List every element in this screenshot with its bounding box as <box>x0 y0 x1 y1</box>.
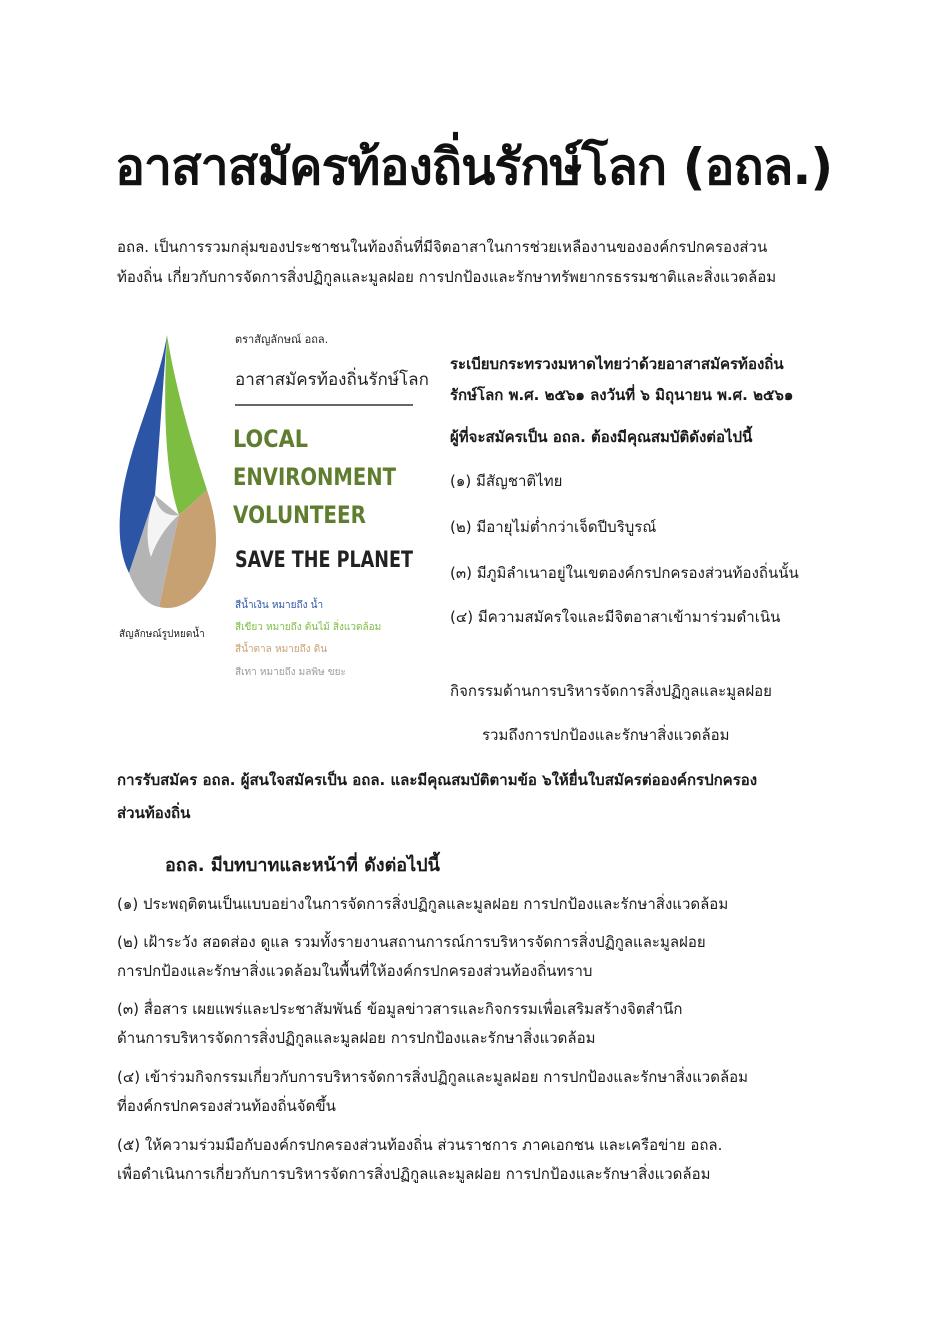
logo-en-environment: ENVIRONMENT <box>233 463 397 491</box>
qualification-item-3: (๓) มีภูมิลำเนาอยู่ในเขตองค์กรปกครองส่วนท้องถิ่นนั้น <box>450 564 799 582</box>
role-item-2-cont: การปกป้องและรักษาสิ่งแวดล้อมในพื้นที่ให้องค์กรปกครองส่วนท้องถิ่นทราบ <box>117 962 593 980</box>
application-line-1: การรับสมัคร อถล. ผู้สนใจสมัครเป็น อถล. และมีคุณสมบัติตามข้อ ๖ให้ยื่นใบสมัครต่อองค์กรปกครอง <box>117 771 758 789</box>
page-title: อาสาสมัครท้องถิ่นรักษ์โลก (อถล.) <box>115 138 833 196</box>
legend-brown: สีน้ำตาล หมายถึง ดิน <box>235 644 328 655</box>
drop-caption: สัญลักษณ์รูปหยดน้ำ <box>119 629 205 640</box>
role-item-5: (๕) ให้ความร่วมมือกับองค์กรปกครองส่วนท้องถิ่น ส่วนราชการ ภาคเอกชน และเครือข่าย อถล. <box>117 1136 723 1154</box>
application-line-2: ส่วนท้องถิ่น <box>117 804 191 822</box>
qualification-heading: ผู้ที่จะสมัครเป็น อถล. ต้องมีคุณสมบัติดังต่อไปนี้ <box>450 428 753 446</box>
qualification-item-4: (๔) มีความสมัครใจและมีจิตอาสาเข้ามาร่วมดำเนิน <box>450 608 781 626</box>
logo-svg <box>115 325 429 700</box>
legend-green: สีเขียว หมายถึง ต้นไม้ สิ่งแวดล้อม <box>235 622 382 633</box>
qualification-item-2: (๒) มีอายุไม่ต่ำกว่าเจ็ดปีบริบูรณ์ <box>450 518 657 536</box>
activity-line-1: กิจกรรมด้านการบริหารจัดการสิ่งปฏิกูลและมูลฝอย <box>450 682 772 700</box>
legend-gray: สีเทา หมายถึง มลพิษ ขยะ <box>235 667 346 678</box>
role-item-3: (๓) สื่อสาร เผยแพร่และประชาสัมพันธ์ ข้อมูลข่าวสารและกิจกรรมเพื่อเสริมสร้างจิตสำนึก <box>117 1000 683 1018</box>
activity-line-2: รวมถึงการปกป้องและรักษาสิ่งแวดล้อม <box>482 726 730 744</box>
logo-panel <box>115 325 429 700</box>
role-item-5-cont: เพื่อดำเนินการเกี่ยวกับการบริหารจัดการสิ่งปฏิกูลและมูลฝอย การปกป้องและรักษาสิ่งแวดล้อม <box>117 1165 711 1183</box>
role-item-2: (๒) เฝ้าระวัง สอดส่อง ดูแล รวมทั้งรายงานสถานการณ์การบริหารจัดการสิ่งปฏิกูลและมูลฝอย <box>117 933 706 951</box>
role-item-4: (๔) เข้าร่วมกิจกรรมเกี่ยวกับการบริหารจัดการสิ่งปฏิกูลและมูลฝอย การปกป้องและรักษาสิ่งแวดล้อม <box>117 1068 749 1086</box>
regulation-title-2: รักษ์โลก พ.ศ. ๒๕๖๑ ลงวันที่ ๖ มิถุนายน พ.ศ. ๒๕๖๑ <box>450 386 794 404</box>
role-item-3-cont: ด้านการบริหารจัดการสิ่งปฏิกูลและมูลฝอย การปกป้องและรักษาสิ่งแวดล้อม <box>117 1029 596 1047</box>
logo-en-save-planet: SAVE THE PLANET <box>235 548 413 573</box>
roles-heading: อถล. มีบทบาทและหน้าที่ ดังต่อไปนี้ <box>165 855 440 876</box>
intro-line-1: อถล. เป็นการรวมกลุ่มของประชาชนในท้องถิ่นที่มีจิตอาสาในการช่วยเหลืองานขององค์กรปกครองส่วน <box>117 238 768 256</box>
qualification-item-1: (๑) มีสัญชาติไทย <box>450 472 563 490</box>
intro-line-2: ท้องถิ่น เกี่ยวกับการจัดการสิ่งปฏิกูลและมูลฝอย การปกป้องและรักษาทรัพยากรธรรมชาติและสิ่งแวดล้อม <box>117 268 777 286</box>
role-item-1: (๑) ประพฤติตนเป็นแบบอย่างในการจัดการสิ่งปฏิกูลและมูลฝอย การปกป้องและรักษาสิ่งแวดล้อม <box>117 895 729 913</box>
logo-header: ตราสัญลักษณ์ อถล. <box>235 333 329 346</box>
water-drop-icon <box>120 335 216 608</box>
logo-en-local: LOCAL <box>233 425 308 453</box>
logo-thai-name: อาสาสมัครท้องถิ่นรักษ์โลก <box>235 370 429 390</box>
logo-en-volunteer: VOLUNTEER <box>233 501 366 529</box>
role-item-4-cont: ที่องค์กรปกครองส่วนท้องถิ่นจัดขึ้น <box>117 1097 336 1115</box>
legend-blue: สีน้ำเงิน หมายถึง น้ำ <box>235 600 324 611</box>
drop-green-segment <box>165 335 207 515</box>
regulation-title-1: ระเบียบกระทรวงมหาดไทยว่าด้วยอาสาสมัครท้องถิ่น <box>450 355 784 373</box>
